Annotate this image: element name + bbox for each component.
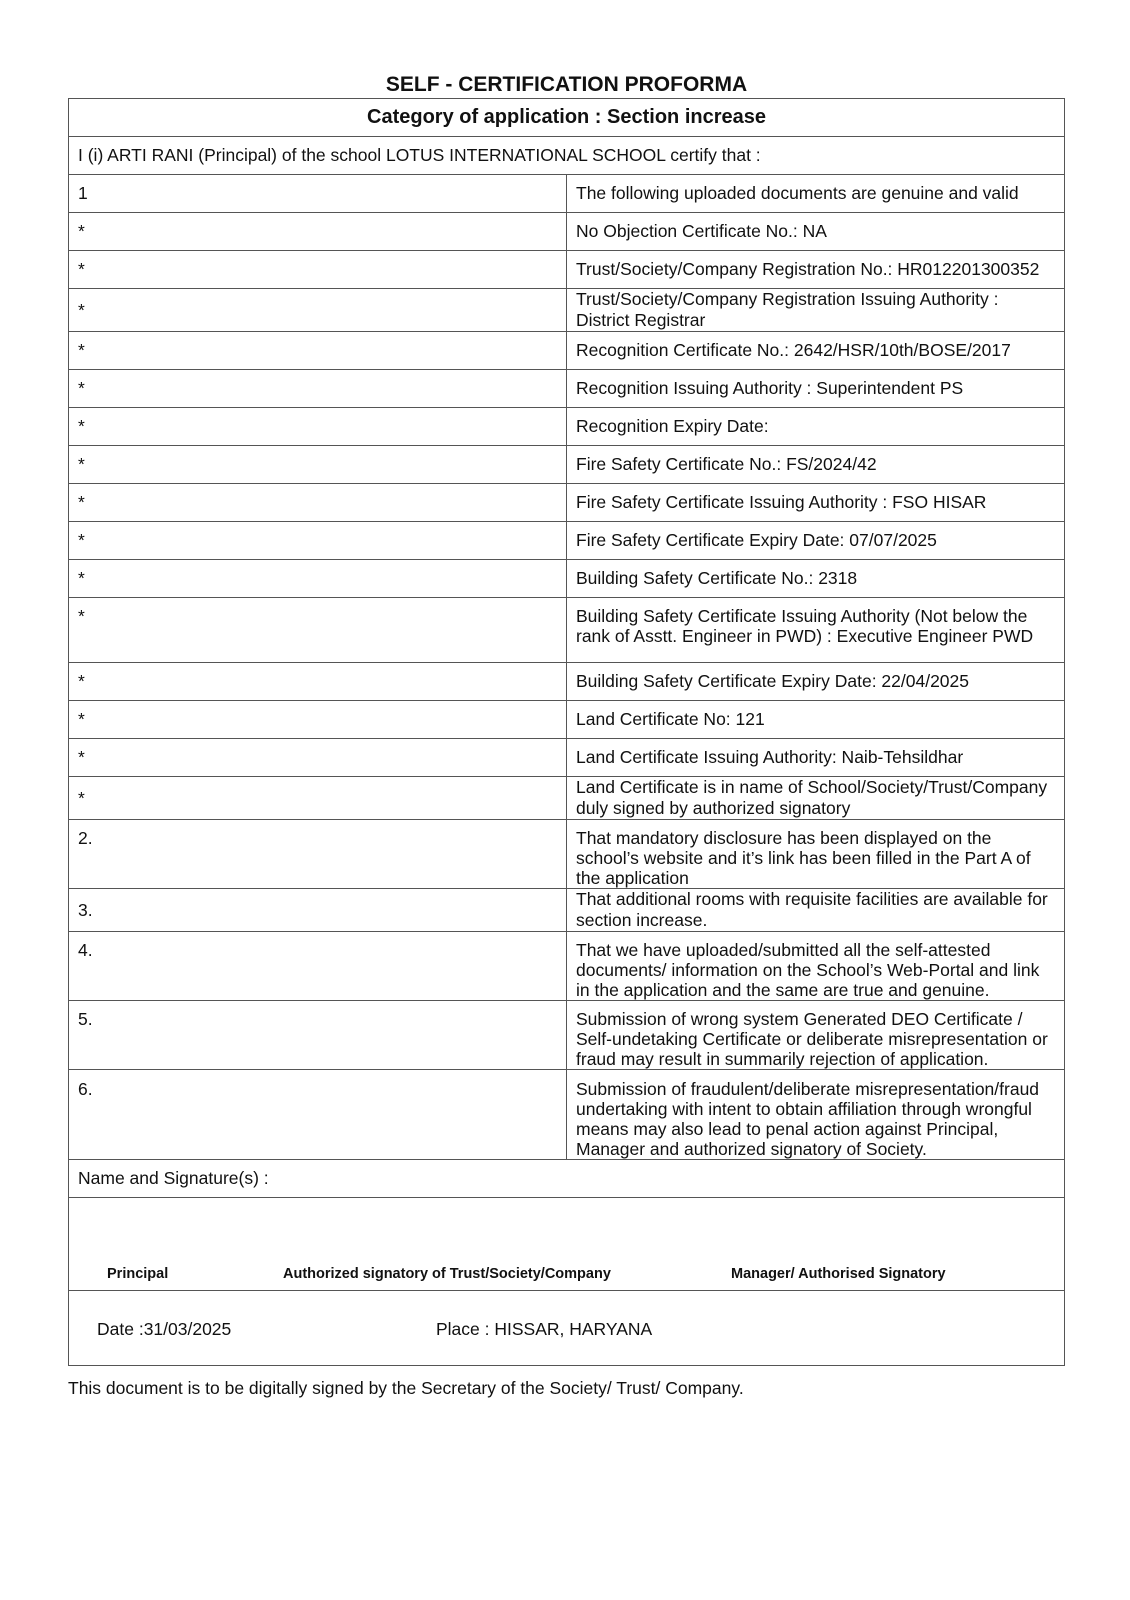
row-text: That mandatory disclosure has been displayed on the school’s website and it’s link has been filled in the Part A of the application bbox=[567, 820, 1065, 889]
row-text: Recognition Issuing Authority : Superintendent PS bbox=[567, 370, 1065, 408]
table-row bbox=[69, 175, 1065, 213]
row-number: 2. bbox=[69, 820, 567, 889]
row-text: Recognition Certificate No.: 2642/HSR/10th/BOSE/2017 bbox=[567, 332, 1065, 370]
row-text: Fire Safety Certificate Expiry Date: 07/07/2025 bbox=[567, 522, 1065, 560]
table-row bbox=[69, 289, 1065, 332]
row-text: Submission of wrong system Generated DEO Certificate / Self-undetaking Certificate or deliberate misrepresentation or fraud may result in summarily rejection of application. bbox=[567, 1001, 1065, 1070]
principal-signature-label: Principal bbox=[107, 1266, 169, 1282]
table-row bbox=[69, 598, 1065, 663]
row-text: No Objection Certificate No.: NA bbox=[567, 213, 1065, 251]
row-text: Land Certificate Issuing Authority: Naib-Tehsildhar bbox=[567, 739, 1065, 777]
row-number: 1 bbox=[69, 175, 567, 213]
table-row bbox=[69, 484, 1065, 522]
row-text: Trust/Society/Company Registration No.: HR012201300352 bbox=[567, 251, 1065, 289]
row-number: * bbox=[69, 370, 567, 408]
table-row bbox=[69, 701, 1065, 739]
table-row bbox=[69, 663, 1065, 701]
place-value: Place : HISSAR, HARYANA bbox=[436, 1319, 653, 1339]
signature-area bbox=[69, 1198, 1065, 1291]
table-row bbox=[69, 932, 1065, 1001]
document-title: SELF - CERTIFICATION PROFORMA bbox=[385, 73, 748, 96]
certification-table bbox=[68, 98, 1065, 1366]
row-number: 5. bbox=[69, 1001, 567, 1070]
date-place-area bbox=[69, 1291, 1065, 1366]
proforma-page bbox=[68, 72, 1065, 1399]
table-row bbox=[69, 1070, 1065, 1160]
table-row bbox=[69, 560, 1065, 598]
table-row bbox=[69, 522, 1065, 560]
row-number: * bbox=[69, 446, 567, 484]
category-heading: Category of application : Section increase bbox=[69, 99, 1065, 137]
row-number: * bbox=[69, 484, 567, 522]
date-value: Date :31/03/2025 bbox=[97, 1319, 232, 1339]
row-text: Building Safety Certificate Issuing Authority (Not below the rank of Asstt. Engineer in PWD) : Executive Engineer PWD bbox=[567, 598, 1065, 663]
table-row bbox=[69, 408, 1065, 446]
row-number: * bbox=[69, 777, 567, 820]
row-number: * bbox=[69, 739, 567, 777]
row-text: Trust/Society/Company Registration Issuing Authority : District Registrar bbox=[567, 289, 1065, 332]
row-text: That additional rooms with requisite facilities are available for section increase. bbox=[567, 889, 1065, 932]
row-number: * bbox=[69, 408, 567, 446]
row-number: * bbox=[69, 701, 567, 739]
table-row bbox=[69, 889, 1065, 932]
table-row bbox=[69, 777, 1065, 820]
row-number: * bbox=[69, 332, 567, 370]
table-row bbox=[69, 739, 1065, 777]
intro-statement: I (i) ARTI RANI (Principal) of the school LOTUS INTERNATIONAL SCHOOL certify that : bbox=[69, 137, 1065, 175]
trust-signatory-label: Authorized signatory of Trust/Society/Company bbox=[283, 1266, 611, 1282]
row-text: The following uploaded documents are genuine and valid bbox=[567, 175, 1065, 213]
row-number: * bbox=[69, 213, 567, 251]
row-number: * bbox=[69, 598, 567, 663]
table-row bbox=[69, 332, 1065, 370]
row-number: * bbox=[69, 289, 567, 332]
row-text: Recognition Expiry Date: bbox=[567, 408, 1065, 446]
footer-note: This document is to be digitally signed by the Secretary of the Society/ Trust/ Company. bbox=[68, 1378, 744, 1398]
row-number: 6. bbox=[69, 1070, 567, 1160]
row-text: Submission of fraudulent/deliberate misrepresentation/fraud undertaking with intent to obtain affiliation through wrongful means may also lead to penal action against Principal, Manager and authorized signatory of Society. bbox=[567, 1070, 1065, 1160]
signature-label: Name and Signature(s) : bbox=[69, 1160, 1065, 1198]
row-text: Building Safety Certificate Expiry Date: 22/04/2025 bbox=[567, 663, 1065, 701]
row-text: Fire Safety Certificate No.: FS/2024/42 bbox=[567, 446, 1065, 484]
table-row bbox=[69, 820, 1065, 889]
row-text: Land Certificate No: 121 bbox=[567, 701, 1065, 739]
row-text: Fire Safety Certificate Issuing Authority : FSO HISAR bbox=[567, 484, 1065, 522]
table-row bbox=[69, 1001, 1065, 1070]
table-row bbox=[69, 370, 1065, 408]
manager-signatory-label: Manager/ Authorised Signatory bbox=[731, 1266, 946, 1282]
row-text: Land Certificate is in name of School/Society/Trust/Company duly signed by authorized signatory bbox=[567, 777, 1065, 820]
row-number: * bbox=[69, 251, 567, 289]
row-text: Building Safety Certificate No.: 2318 bbox=[567, 560, 1065, 598]
row-number: 4. bbox=[69, 932, 567, 1001]
row-number: 3. bbox=[69, 889, 567, 932]
row-number: * bbox=[69, 560, 567, 598]
row-number: * bbox=[69, 663, 567, 701]
row-text: That we have uploaded/submitted all the self-attested documents/ information on the School’s Web-Portal and link in the application and the same are true and genuine. bbox=[567, 932, 1065, 1001]
table-row bbox=[69, 251, 1065, 289]
row-number: * bbox=[69, 522, 567, 560]
table-row bbox=[69, 446, 1065, 484]
table-row bbox=[69, 213, 1065, 251]
